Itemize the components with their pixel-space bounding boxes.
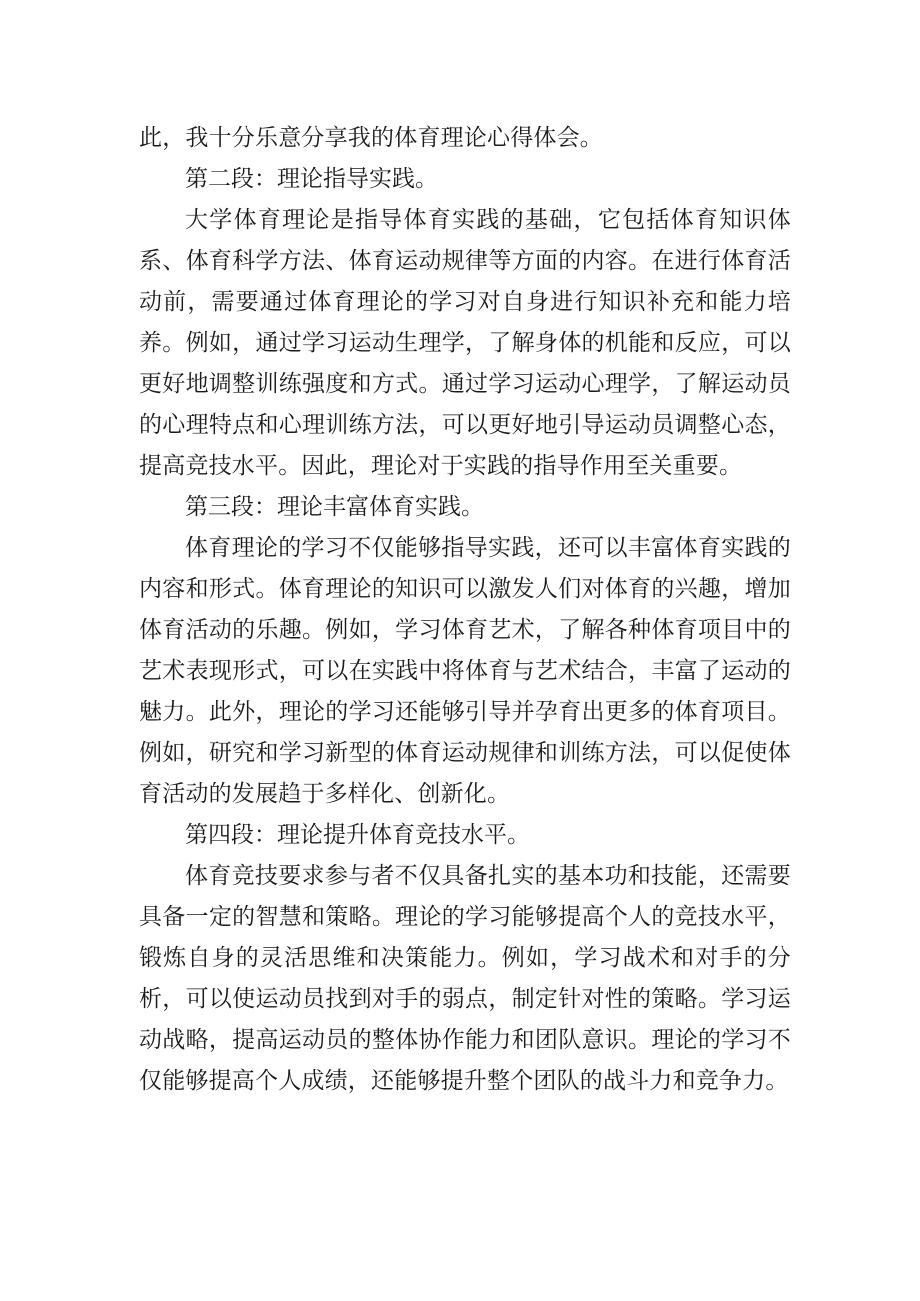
section-heading-4: 第四段：理论提升体育竞技水平。 [185, 822, 530, 848]
section-heading-3: 第三段：理论丰富体育实践。 [185, 494, 484, 520]
paragraph-theory-guides-practice: 大学体育理论是指导体育实践的基础，它包括体育知识体系、体育科学方法、体育运动规律等方面的内容。在进行体育活动前，需要通过体育理论的学习对自身进行知识补充和能力培养。例如，通过学习运动生理学，了解身体的机能和反应，可以更好地调整训练强度和方式。通过学习运动心理学，了解运动员的心理特点和心理训练方法，可以更好地引导运动员调整心态，提高竞技水平。因此，理论对于实践的指导作用至关重要。 [139, 207, 791, 479]
paragraph-theory-enriches-practice: 体育理论的学习不仅能够指导实践，还可以丰富体育实践的内容和形式。体育理论的知识可以激发人们对体育的兴趣，增加体育活动的乐趣。例如，学习体育艺术，了解各种体育项目中的艺术表现形式，可以在实践中将体育与艺术结合，丰富了运动的魅力。此外，理论的学习还能够引导并孕育出更多的体育项目。例如，研究和学习新型的体育运动规律和训练方法，可以促使体育活动的发展趋于多样化、创新化。 [139, 535, 791, 807]
paragraph-theory-raises-level: 体育竞技要求参与者不仅具备扎实的基本功和技能，还需要具备一定的智慧和策略。理论的学习能够提高个人的竞技水平，锻炼自身的灵活思维和决策能力。例如，学习战术和对手的分析，可以使运动员找到对手的弱点，制定针对性的策略。学习运动战略，提高运动员的整体协作能力和团队意识。理论的学习不仅能够提高个人成绩，还能够提升整个团队的战斗力和竞争力。 [139, 863, 791, 1094]
section-heading-2: 第二段：理论指导实践。 [185, 166, 438, 192]
document-page [139, 118, 791, 1102]
paragraph-intro-continuation: 此，我十分乐意分享我的体育理论心得体会。 [139, 125, 603, 151]
